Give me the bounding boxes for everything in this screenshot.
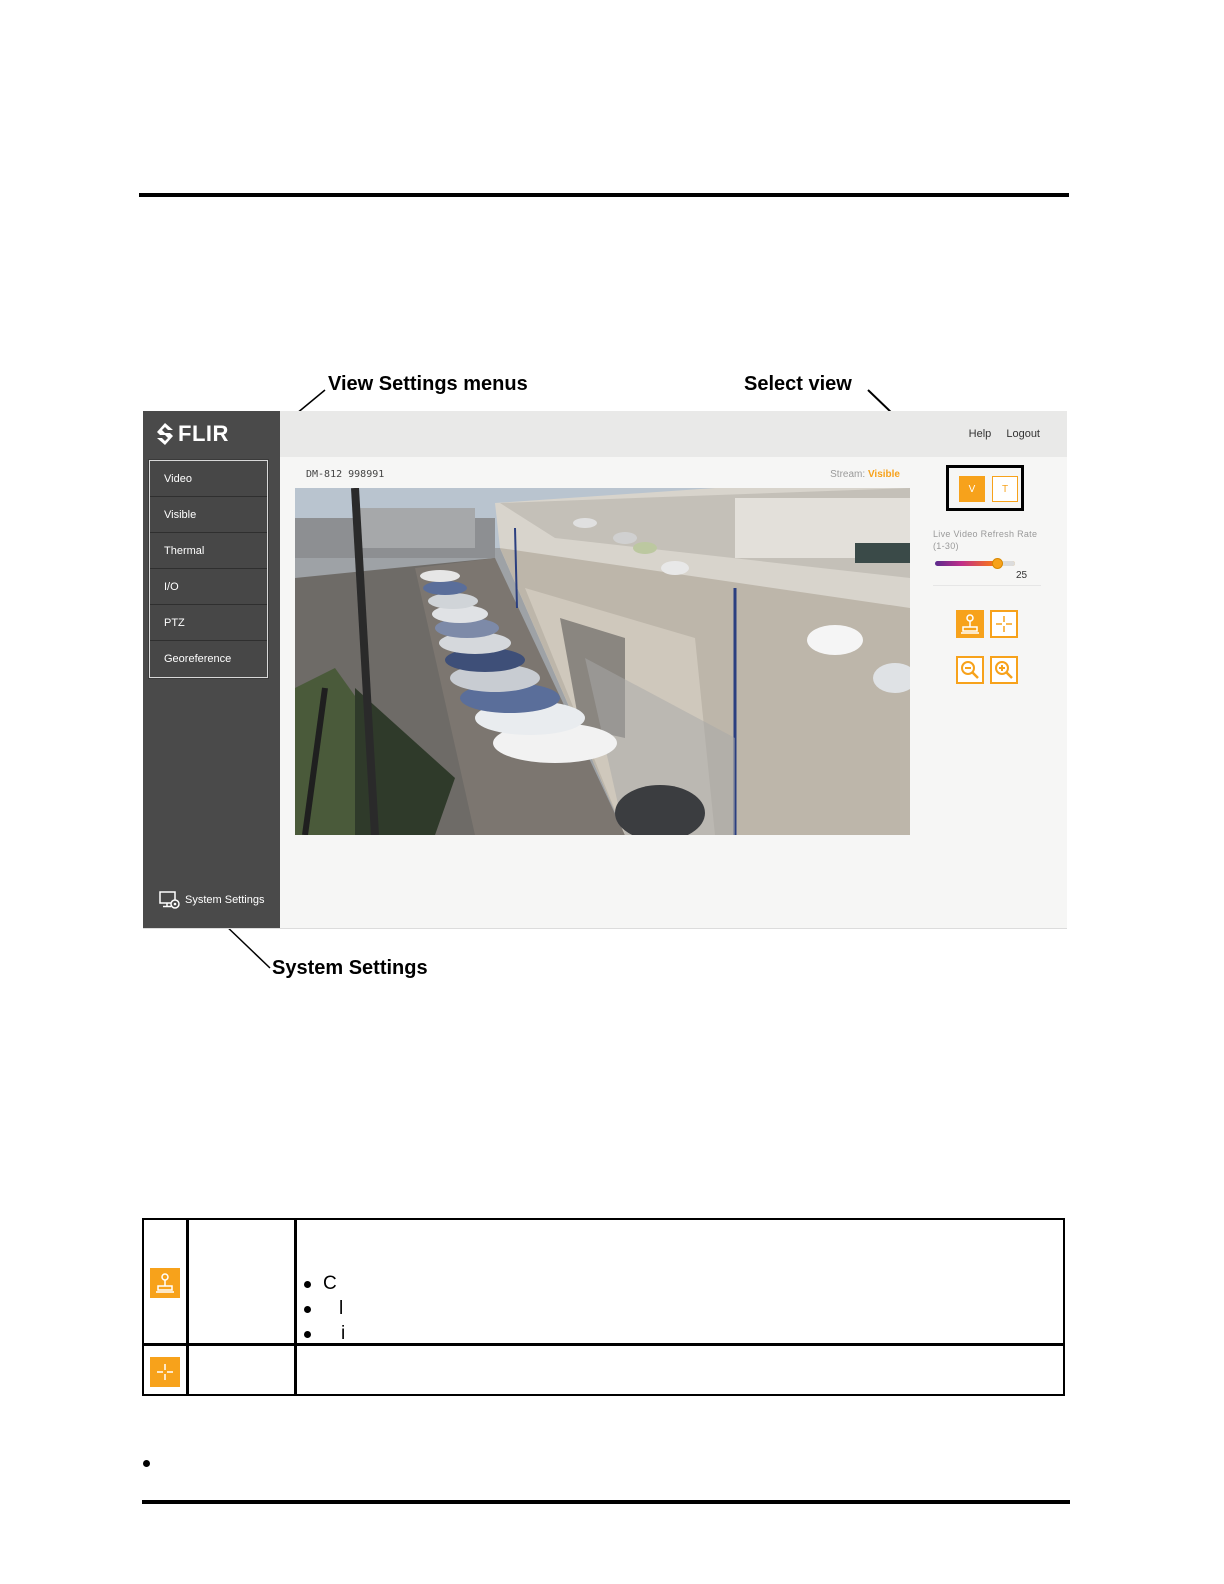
bullet-dot [304, 1306, 311, 1313]
flir-logo [155, 421, 229, 447]
controls-table [142, 1218, 1065, 1396]
zoom-in-icon [994, 660, 1014, 680]
table-col-divider-1 [186, 1220, 189, 1394]
sidebar-item-io[interactable]: I/O [150, 569, 267, 605]
sidebar-item-visible[interactable]: Visible [150, 497, 267, 533]
flir-logo-icon [155, 422, 175, 446]
divider [933, 585, 1041, 586]
bullet-dot [304, 1281, 311, 1288]
stream-label: Stream: [830, 469, 866, 480]
joystick-icon [154, 1272, 176, 1294]
table-row-divider [144, 1343, 1063, 1346]
logout-link[interactable]: Logout [1006, 428, 1040, 440]
refresh-rate-slider-rest [1001, 561, 1015, 566]
table-bullet [304, 1298, 343, 1320]
callout-view-settings-menus: View Settings menus [328, 373, 528, 395]
view-settings-menu [149, 460, 268, 678]
select-view [946, 465, 1024, 511]
crosshair-icon [995, 615, 1013, 633]
help-link[interactable]: Help [968, 428, 992, 440]
refresh-rate-value: 25 [1016, 570, 1028, 581]
bullet-text: C [323, 1273, 337, 1294]
crosshair-icon [156, 1363, 174, 1381]
callout-select-view: Select view [744, 373, 852, 395]
table-crosshair-icon-cell [150, 1357, 180, 1387]
top-bar [280, 411, 1067, 457]
callout-system-settings: System Settings [272, 957, 428, 979]
stream-value: Visible [867, 469, 900, 480]
bullet-text: i [341, 1323, 346, 1344]
page-bullet [143, 1460, 150, 1467]
sidebar-item-thermal[interactable]: Thermal [150, 533, 267, 569]
app-window [143, 411, 1067, 929]
table-bullet [304, 1273, 337, 1295]
refresh-rate-slider-handle[interactable] [992, 558, 1003, 569]
live-video-view[interactable] [295, 488, 910, 835]
video-frame-image [295, 488, 910, 835]
zoom-out-button[interactable] [956, 656, 984, 684]
center-button[interactable] [990, 610, 1018, 638]
joystick-button[interactable] [956, 610, 984, 638]
zoom-out-icon [960, 660, 980, 680]
sidebar-item-video[interactable]: Video [150, 461, 267, 497]
logo-text: FLIR [178, 421, 229, 446]
system-settings-label: System Settings [185, 894, 265, 906]
stream-indicator [830, 469, 900, 480]
bullet-dot [304, 1331, 311, 1338]
sidebar [143, 411, 280, 928]
sidebar-item-georeference[interactable]: Georeference [150, 641, 267, 677]
topbar-links [957, 428, 1040, 440]
camera-id: DM-812 998991 [306, 469, 385, 480]
joystick-icon [959, 613, 981, 635]
refresh-rate-label: Live Video Refresh Rate (1-30) [933, 529, 1038, 551]
table-col-divider-2 [294, 1220, 297, 1394]
bullet-text: l [339, 1298, 344, 1319]
system-settings-button[interactable] [159, 891, 264, 909]
sidebar-item-ptz[interactable]: PTZ [150, 605, 267, 641]
bottom-rule [142, 1500, 1070, 1504]
visible-view-button[interactable]: V [959, 476, 985, 502]
table-bullet [304, 1323, 345, 1345]
thermal-view-button[interactable]: T [992, 476, 1018, 502]
monitor-gear-icon [159, 891, 181, 909]
table-joystick-icon-cell [150, 1268, 180, 1298]
zoom-in-button[interactable] [990, 656, 1018, 684]
